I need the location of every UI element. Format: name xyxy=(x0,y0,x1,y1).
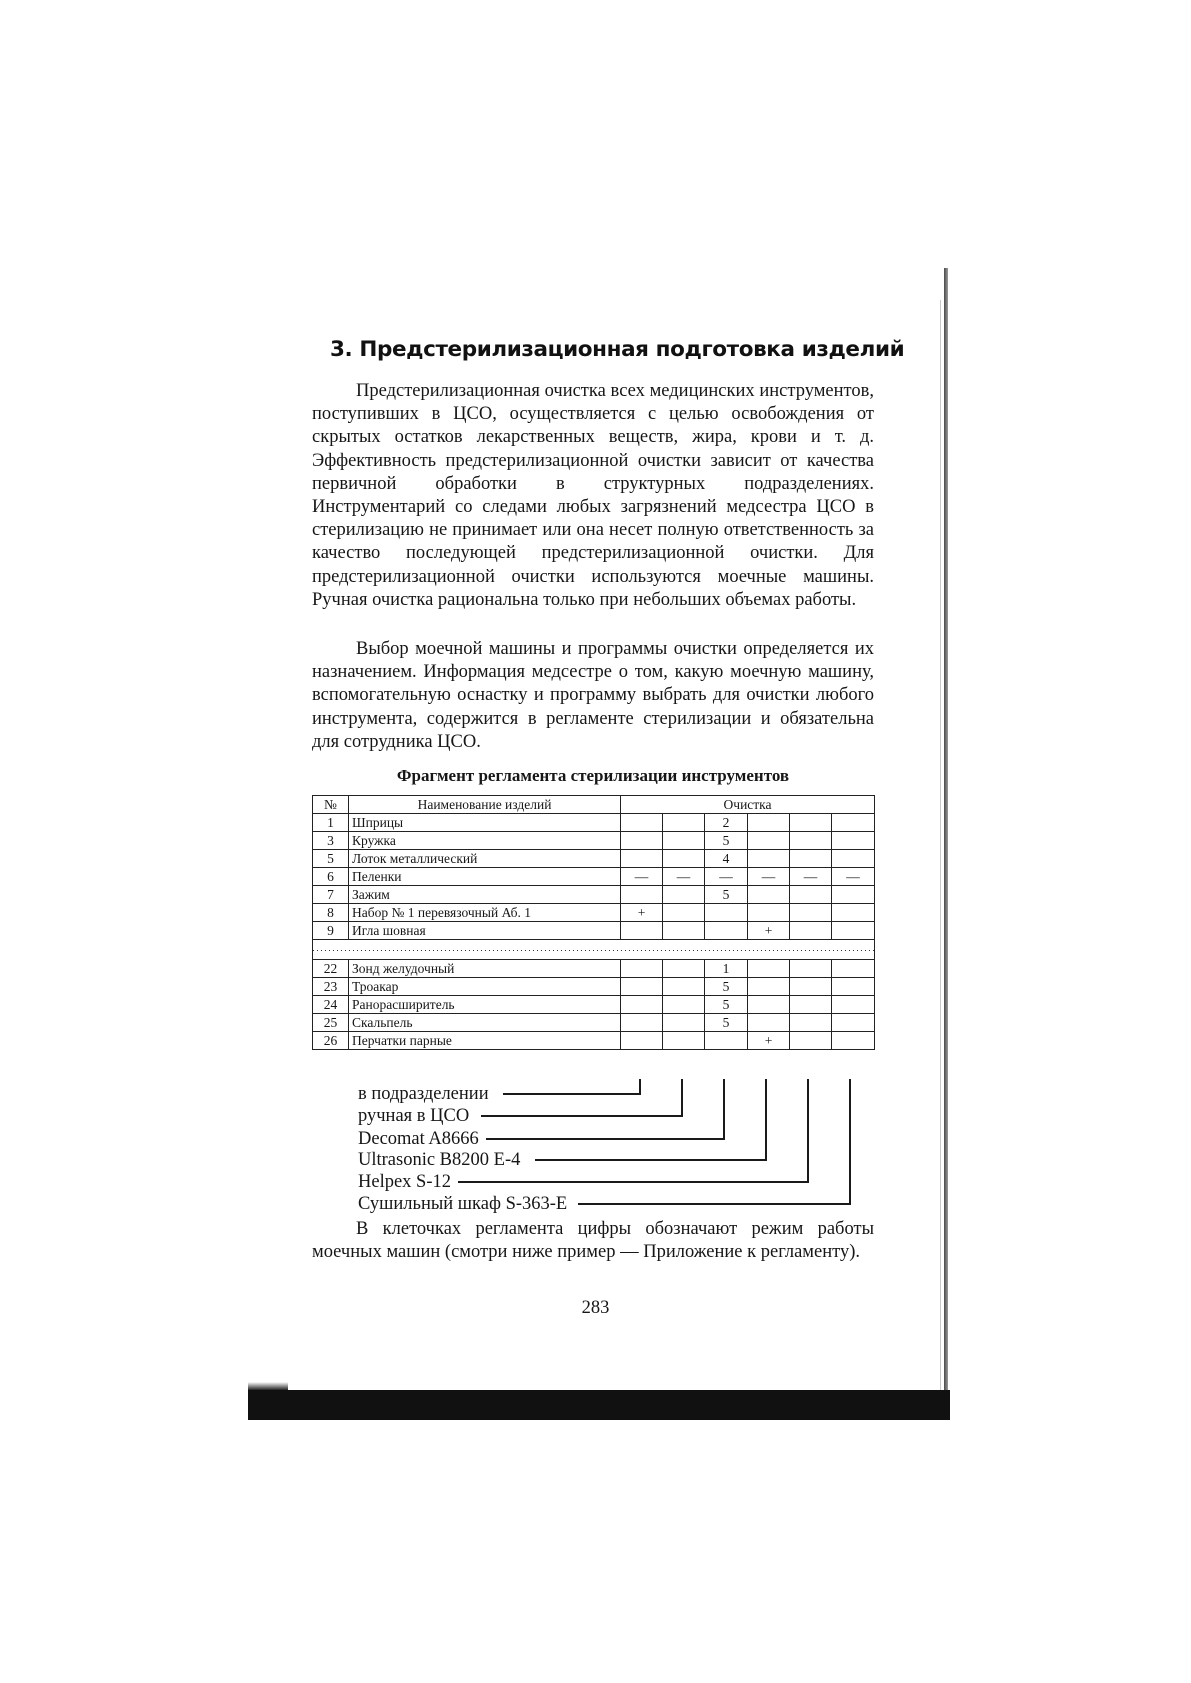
legend-label-helpex: Helpex S-12 xyxy=(358,1172,451,1192)
row-item-name: Перчатки парные xyxy=(349,1032,621,1050)
cleaning-mode-cell xyxy=(832,960,875,978)
cleaning-mode-cell xyxy=(790,1014,832,1032)
cleaning-mode-cell xyxy=(621,978,663,996)
cleaning-mode-cell xyxy=(832,850,875,868)
cleaning-mode-cell xyxy=(748,904,790,922)
legend-label-ultrasonic: Ultrasonic B8200 E-4 xyxy=(358,1150,521,1170)
cleaning-mode-cell xyxy=(748,886,790,904)
cleaning-mode-cell: + xyxy=(748,1032,790,1050)
cleaning-mode-cell xyxy=(748,814,790,832)
cleaning-mode-cell xyxy=(705,922,748,940)
row-item-name: Игла шовная xyxy=(349,922,621,940)
cleaning-mode-cell xyxy=(621,922,663,940)
paragraph-note: В клеточках регламента цифры обозначают режим работы моечных машин (смотри ниже пример — Приложение к регламенту). xyxy=(312,1219,874,1263)
table-row xyxy=(313,922,875,940)
row-item-name: Шприцы xyxy=(349,814,621,832)
paragraph-machine-choice: Выбор моечной машины и программы очистки определяется их назначением. Информация медсестре о том, какую моечную машину, вспомогательную оснастку и программу выбрать для очистки любого инструмента, содержится в регламенте стерилизации и обязательна для сотрудника ЦСО. xyxy=(312,639,874,752)
cleaning-mode-cell xyxy=(621,832,663,850)
cleaning-mode-cell xyxy=(663,978,705,996)
cleaning-mode-cell xyxy=(663,886,705,904)
cleaning-mode-cell xyxy=(832,886,875,904)
cleaning-mode-cell xyxy=(748,1014,790,1032)
sterilization-regulation-table xyxy=(312,795,875,1050)
table-row xyxy=(313,1014,875,1032)
row-number: 8 xyxy=(313,904,349,922)
section-heading: 3. Предстерилизационная подготовка изделий xyxy=(330,337,905,362)
cleaning-mode-cell xyxy=(832,832,875,850)
cleaning-mode-cell xyxy=(663,814,705,832)
table-row xyxy=(313,996,875,1014)
table-body-bottom xyxy=(313,960,875,1050)
cleaning-mode-cell xyxy=(748,832,790,850)
cleaning-mode-cell: 2 xyxy=(705,814,748,832)
row-number: 22 xyxy=(313,960,349,978)
table-body-top xyxy=(313,814,875,940)
legend-label-department: в подразделении xyxy=(358,1084,489,1104)
cleaning-mode-cell xyxy=(663,904,705,922)
row-number: 6 xyxy=(313,868,349,886)
row-item-name: Зонд желудочный xyxy=(349,960,621,978)
connector-line-1 xyxy=(503,1079,640,1094)
table-row xyxy=(313,904,875,922)
table-row xyxy=(313,832,875,850)
cleaning-mode-cell xyxy=(621,960,663,978)
cleaning-mode-cell xyxy=(621,996,663,1014)
row-item-name: Ранорасширитель xyxy=(349,996,621,1014)
row-number: 9 xyxy=(313,922,349,940)
cleaning-mode-cell: 5 xyxy=(705,978,748,996)
legend-label-drying-cabinet: Сушильный шкаф S-363-E xyxy=(358,1194,568,1214)
cleaning-mode-cell xyxy=(790,1032,832,1050)
table-row xyxy=(313,960,875,978)
row-number: 5 xyxy=(313,850,349,868)
cleaning-mode-cell xyxy=(621,1032,663,1050)
header-cleaning: Очистка xyxy=(621,796,875,814)
cleaning-mode-cell xyxy=(790,850,832,868)
paragraph-intro: Предстерилизационная очистка всех медицинских инструментов, поступивших в ЦСО, осуществляется с целью освобождения от скрытых остатков лекарственных веществ, жира, крови и т. д. Эффективность предстерилизационной очистки зависит от качества первичной обработки в структурных подразделениях. Инструментарий со следами любых загрязнений медсестра ЦСО в стерилизацию не принимает или она несет полную ответственность за качество последующей предстерилизационной очистки. Для предстерилизационной очистки используются моечные машины. Ручная очистка рациональна только при небольших объемах работы. xyxy=(312,381,874,610)
table-row xyxy=(313,1032,875,1050)
cleaning-mode-cell xyxy=(790,904,832,922)
table-row xyxy=(313,978,875,996)
cleaning-mode-cell: — xyxy=(790,868,832,886)
row-item-name: Набор № 1 перевязочный Аб. 1 xyxy=(349,904,621,922)
row-number: 3 xyxy=(313,832,349,850)
row-item-name: Скальпель xyxy=(349,1014,621,1032)
cleaning-mode-cell xyxy=(832,814,875,832)
row-item-name: Кружка xyxy=(349,832,621,850)
cleaning-mode-cell: — xyxy=(832,868,875,886)
cleaning-mode-cell: + xyxy=(621,904,663,922)
cleaning-mode-cell xyxy=(832,922,875,940)
cleaning-mode-cell: — xyxy=(663,868,705,886)
cleaning-mode-cell xyxy=(663,1032,705,1050)
cleaning-mode-cell xyxy=(663,996,705,1014)
cleaning-mode-cell xyxy=(748,996,790,1014)
cleaning-mode-cell xyxy=(621,1014,663,1032)
cleaning-mode-cell xyxy=(663,1014,705,1032)
cleaning-mode-cell: + xyxy=(748,922,790,940)
row-item-name: Пеленки xyxy=(349,868,621,886)
row-number: 7 xyxy=(313,886,349,904)
cleaning-mode-cell: 1 xyxy=(705,960,748,978)
connector-line-2 xyxy=(481,1079,682,1116)
cleaning-mode-cell xyxy=(790,832,832,850)
row-item-name: Зажим xyxy=(349,886,621,904)
page-number: 283 xyxy=(581,1298,610,1318)
connector-line-6 xyxy=(578,1079,850,1204)
table-row xyxy=(313,868,875,886)
cleaning-mode-cell: — xyxy=(748,868,790,886)
cleaning-mode-cell xyxy=(832,1014,875,1032)
cleaning-mode-cell xyxy=(790,996,832,1014)
header-number: № xyxy=(313,796,349,814)
row-item-name: Троакар xyxy=(349,978,621,996)
cleaning-mode-cell xyxy=(790,978,832,996)
table-caption: Фрагмент регламента стерилизации инструментов xyxy=(396,766,790,785)
row-number: 26 xyxy=(313,1032,349,1050)
table-gap xyxy=(313,940,875,960)
cleaning-mode-cell: 5 xyxy=(705,996,748,1014)
legend-label-decomat: Decomat A8666 xyxy=(358,1129,479,1149)
cleaning-mode-cell xyxy=(663,832,705,850)
header-item-name: Наименование изделий xyxy=(349,796,621,814)
cleaning-mode-cell xyxy=(621,886,663,904)
cleaning-mode-cell xyxy=(705,1032,748,1050)
cleaning-mode-cell xyxy=(748,850,790,868)
cleaning-mode-cell: — xyxy=(705,868,748,886)
cleaning-mode-cell: 5 xyxy=(705,886,748,904)
cleaning-mode-cell xyxy=(705,904,748,922)
cleaning-mode-cell xyxy=(663,922,705,940)
cleaning-mode-cell xyxy=(790,886,832,904)
connector-line-3 xyxy=(486,1079,724,1139)
cleaning-mode-cell: 5 xyxy=(705,1014,748,1032)
cleaning-mode-cell xyxy=(832,996,875,1014)
table-row xyxy=(313,886,875,904)
table-row xyxy=(313,850,875,868)
row-item-name: Лоток металлический xyxy=(349,850,621,868)
cleaning-mode-cell xyxy=(621,850,663,868)
cleaning-mode-cell: 5 xyxy=(705,832,748,850)
cleaning-mode-cell xyxy=(748,960,790,978)
cleaning-mode-cell: 4 xyxy=(705,850,748,868)
cleaning-mode-cell xyxy=(748,978,790,996)
row-number: 1 xyxy=(313,814,349,832)
cleaning-mode-cell xyxy=(832,904,875,922)
scan-edge-bottom xyxy=(248,1390,950,1420)
cleaning-mode-cell xyxy=(832,1032,875,1050)
cleaning-mode-cell xyxy=(621,814,663,832)
cleaning-mode-cell xyxy=(790,814,832,832)
row-number: 23 xyxy=(313,978,349,996)
cleaning-mode-cell xyxy=(832,978,875,996)
legend-label-manual-cso: ручная в ЦСО xyxy=(358,1106,470,1126)
table-header-row xyxy=(313,796,875,814)
scan-edge-shadow xyxy=(940,300,941,1400)
table-row xyxy=(313,814,875,832)
cleaning-mode-cell xyxy=(790,922,832,940)
cleaning-mode-cell xyxy=(790,960,832,978)
cleaning-mode-cell xyxy=(663,960,705,978)
row-number: 25 xyxy=(313,1014,349,1032)
table-ellipsis-row xyxy=(313,940,875,960)
cleaning-mode-cell: — xyxy=(621,868,663,886)
scan-edge-right xyxy=(944,268,948,1418)
row-number: 24 xyxy=(313,996,349,1014)
connector-line-4 xyxy=(535,1079,766,1160)
cleaning-mode-cell xyxy=(663,850,705,868)
